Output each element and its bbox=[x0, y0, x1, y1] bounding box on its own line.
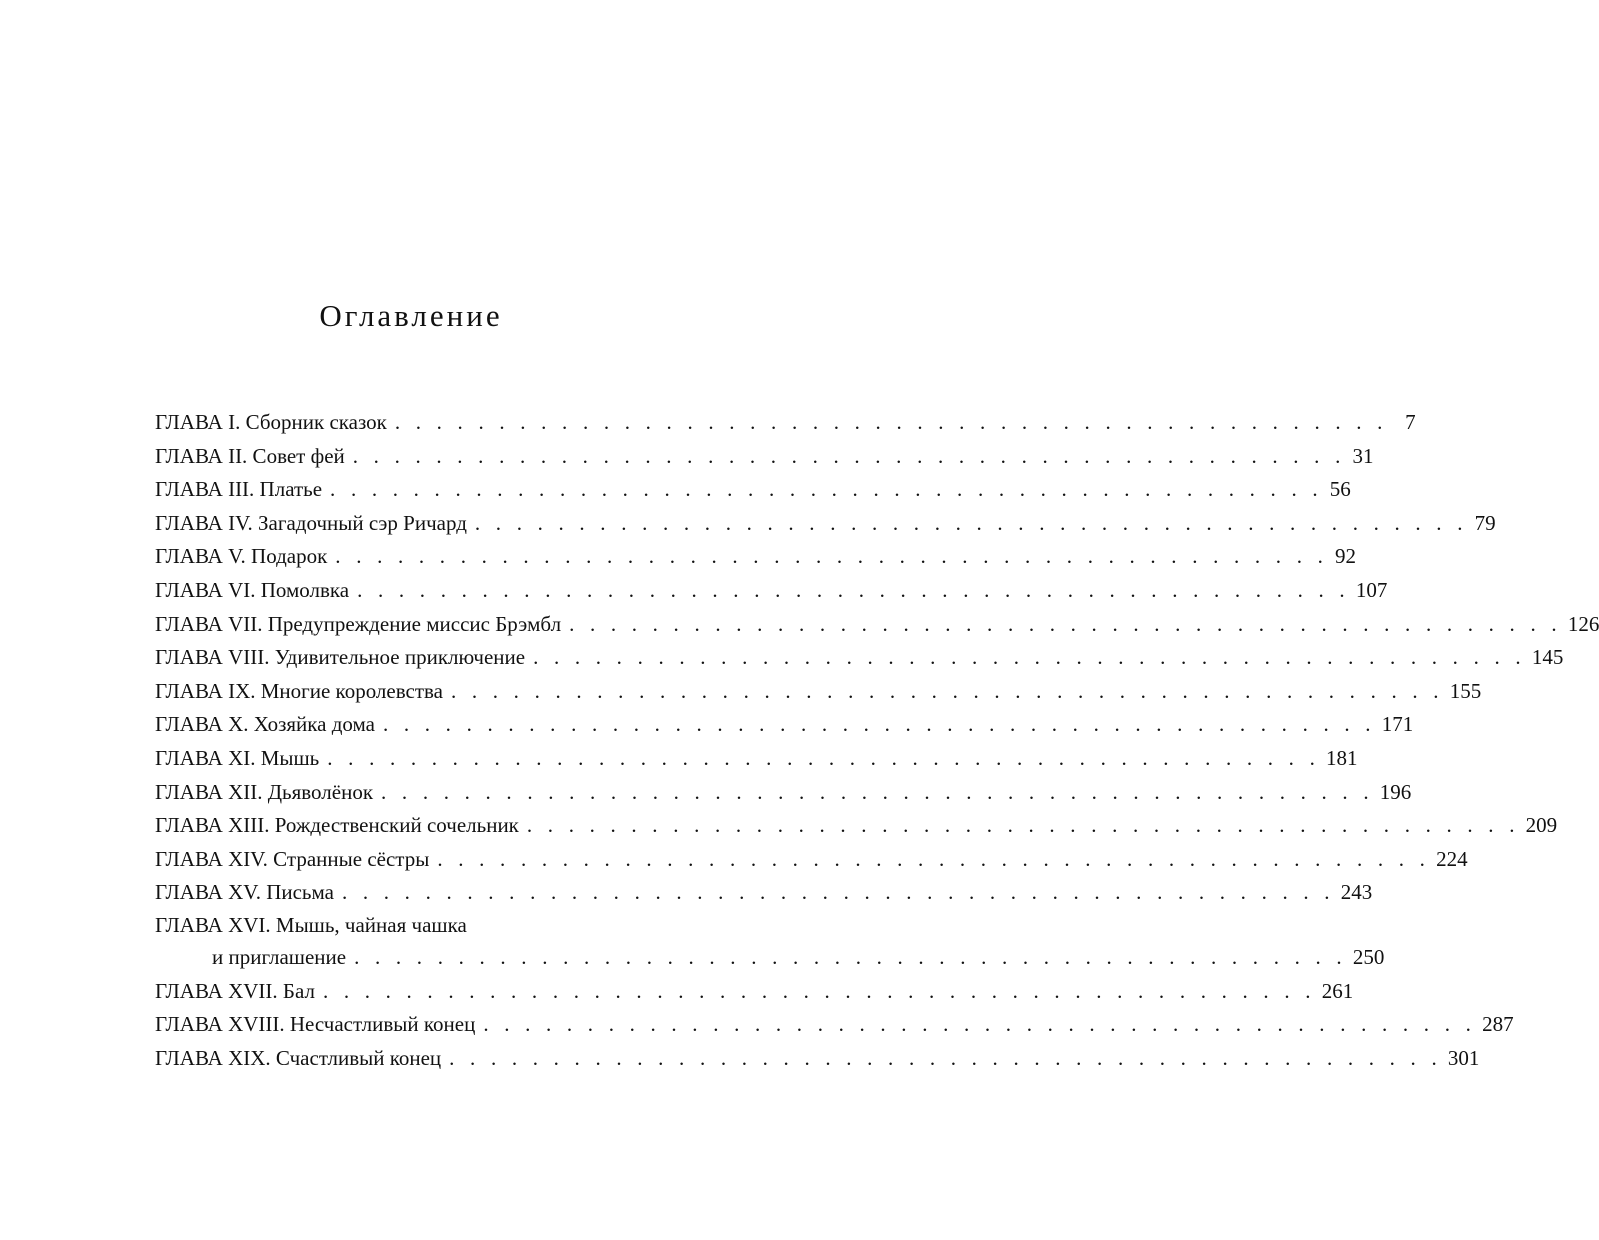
toc-leader-dots: . . . . . . . . . . . . . . . . . . . . . . . . . . . . . . . . . . . . . . . . . . . . . . . . bbox=[569, 611, 1562, 636]
toc-entry-title: ГЛАВА V. Подарок bbox=[155, 544, 328, 569]
toc-leader-dots: . . . . . . . . . . . . . . . . . . . . . . . . . . . . . . . . . . . . . . . . . . . . . . . . bbox=[437, 846, 1431, 871]
toc-entry-title: ГЛАВА II. Совет фей bbox=[155, 443, 345, 468]
toc-page-number: 261 bbox=[1321, 978, 1354, 1003]
toc-entry-19 bbox=[155, 1042, 1480, 1076]
toc-entry-title: ГЛАВА VII. Предупреждение миссис Брэмбл bbox=[155, 611, 562, 636]
toc-entry-10 bbox=[155, 708, 1414, 742]
toc-entry-title: и приглашение bbox=[212, 944, 347, 969]
toc-entry-title: ГЛАВА XVIII. Несчастливый конец bbox=[155, 1012, 476, 1037]
toc-entry-title: ГЛАВА IX. Многие королевства bbox=[155, 678, 443, 703]
toc-page-number: 181 bbox=[1326, 745, 1358, 770]
toc-leader-dots: . . . . . . . . . . . . . . . . . . . . . . . . . . . . . . . . . . . . . . . . . . . . . . . . bbox=[327, 745, 1321, 770]
toc-page-number: 224 bbox=[1436, 846, 1468, 871]
toc-page-number: 287 bbox=[1482, 1012, 1514, 1037]
toc-page-number: 196 bbox=[1379, 779, 1412, 804]
toc-entry-12 bbox=[155, 776, 1412, 810]
toc-leader-dots: . . . . . . . . . . . . . . . . . . . . . . . . . . . . . . . . . . . . . . . . . . . . . . . . bbox=[450, 678, 1444, 703]
toc-page-number: 31 bbox=[1352, 443, 1374, 468]
toc-leader-dots: . . . . . . . . . . . . . . . . . . . . . . . . . . . . . . . . . . . . . . . . . . . . . . . . bbox=[449, 1045, 1442, 1070]
toc-entry-17 bbox=[155, 975, 1354, 1009]
toc-leader-dots: . . . . . . . . . . . . . . . . . . . . . . . . . . . . . . . . . . . . . . . . . . . . . . . . bbox=[322, 978, 1316, 1003]
toc-leader-dots: . . . . . . . . . . . . . . . . . . . . . . . . . . . . . . . . . . . . . . . . . . . . . . . . bbox=[352, 443, 1346, 468]
toc-entry-18 bbox=[155, 1008, 1514, 1042]
toc-leader-dots: . . . . . . . . . . . . . . . . . . . . . . . . . . . . . . . . . . . . . . . . . . . . . . . . bbox=[381, 779, 1374, 804]
toc-leader-dots: . . . . . . . . . . . . . . . . . . . . . . . . . . . . . . . . . . . . . . . . . . . . . . . . bbox=[483, 1012, 1477, 1037]
toc-leader-dots: . . . . . . . . . . . . . . . . . . . . . . . . . . . . . . . . . . . . . . . . . . . . . . . . bbox=[330, 477, 1323, 502]
toc-page-number: 145 bbox=[1531, 645, 1564, 670]
toc-entry-8 bbox=[155, 641, 1564, 675]
toc-leader-dots: . . . . . . . . . . . . . . . . . . . . . . . . . . . . . . . . . . . . . . . . . . . . . . . . bbox=[341, 880, 1335, 905]
toc-entry-title: ГЛАВА VIII. Удивительное приключение bbox=[155, 645, 526, 670]
toc-entry-6 bbox=[155, 574, 1388, 608]
toc-entry-title: ГЛАВА XIV. Странные сёстры bbox=[155, 846, 430, 871]
toc-entry-2 bbox=[155, 440, 1374, 474]
toc-entry-title: ГЛАВА XVII. Бал bbox=[155, 978, 315, 1003]
toc-entry-15 bbox=[155, 876, 1373, 910]
toc-entry-16-first-line: ГЛАВА XVI. Мышь, чайная чашка bbox=[155, 912, 467, 937]
toc-page-number: 155 bbox=[1449, 678, 1482, 703]
toc-page-number: 126 bbox=[1567, 611, 1599, 636]
toc-entry-1 bbox=[155, 406, 1416, 440]
toc-entry-11 bbox=[155, 742, 1358, 776]
toc-page-number: 209 bbox=[1525, 813, 1558, 838]
toc-entry-title: ГЛАВА III. Платье bbox=[155, 477, 323, 502]
toc-page-number: 79 bbox=[1474, 510, 1496, 535]
toc-entry-5 bbox=[155, 540, 1357, 574]
toc-leader-dots: . . . . . . . . . . . . . . . . . . . . . . . . . . . . . . . . . . . . . . . . . . . . . . . . bbox=[382, 712, 1376, 737]
toc-leader-dots: . . . . . . . . . . . . . . . . . . . . . . . . . . . . . . . . . . . . . . . . . . . . . . . . bbox=[526, 813, 1520, 838]
toc-leader-dots: . . . . . . . . . . . . . . . . . . . . . . . . . . . . . . . . . . . . . . . . . . . . . . . . bbox=[533, 645, 1526, 670]
toc-leader-dots: . . . . . . . . . . . . . . . . . . . . . . . . . . . . . . . . . . . . . . . . . . . . . . . . bbox=[335, 544, 1329, 569]
toc-entry-title: ГЛАВА XIX. Счастливый конец bbox=[155, 1045, 442, 1070]
toc-entry-14 bbox=[155, 843, 1468, 877]
toc-entry-title: ГЛАВА XI. Мышь bbox=[155, 745, 320, 770]
toc-leader-dots: . . . . . . . . . . . . . . . . . . . . . . . . . . . . . . . . . . . . . . . . . . . . . . . . bbox=[357, 577, 1350, 602]
toc-entry-title: ГЛАВА XIII. Рождественский сочельник bbox=[155, 813, 519, 838]
toc-entry-3 bbox=[155, 473, 1351, 507]
toc-entry-title: ГЛАВА VI. Помолвка bbox=[155, 577, 350, 602]
toc-entry-title: ГЛАВА I. Сборник сказок bbox=[155, 410, 387, 434]
toc-page-number: 107 bbox=[1355, 577, 1388, 602]
toc-entry-7 bbox=[155, 608, 1599, 642]
toc-page-number: 56 bbox=[1329, 477, 1351, 502]
toc-leader-dots: . . . . . . . . . . . . . . . . . . . . . . . . . . . . . . . . . . . . . . . . . . . . . . . . bbox=[394, 410, 1388, 434]
toc-entry-4 bbox=[155, 507, 1496, 541]
toc-page-number: 171 bbox=[1381, 712, 1414, 737]
toc-page-number: 92 bbox=[1335, 544, 1357, 569]
toc-entry-16 bbox=[155, 941, 1385, 975]
toc-page-number: 7 bbox=[1405, 410, 1416, 434]
toc-entry-13 bbox=[155, 809, 1558, 843]
toc-page-number: 250 bbox=[1352, 944, 1385, 969]
toc-page-number: 243 bbox=[1340, 880, 1373, 905]
toc-entry-title: ГЛАВА IV. Загадочный сэр Ричард bbox=[155, 510, 467, 535]
toc-entry-title: ГЛАВА X. Хозяйка дома bbox=[155, 712, 375, 737]
toc-entry-9 bbox=[155, 675, 1482, 709]
toc-page-number: 301 bbox=[1447, 1045, 1480, 1070]
toc-entry-title: ГЛАВА XV. Письма bbox=[155, 880, 334, 905]
toc-leader-dots: . . . . . . . . . . . . . . . . . . . . . . . . . . . . . . . . . . . . . . . . . . . . . . . . bbox=[474, 510, 1468, 535]
toc-leader-dots: . . . . . . . . . . . . . . . . . . . . . . . . . . . . . . . . . . . . . . . . . . . . . . . . bbox=[354, 944, 1347, 969]
table-of-contents bbox=[155, 406, 1599, 1075]
page-title: Оглавление bbox=[319, 298, 503, 333]
toc-entry-title: ГЛАВА XII. Дьяволёнок bbox=[155, 779, 374, 804]
